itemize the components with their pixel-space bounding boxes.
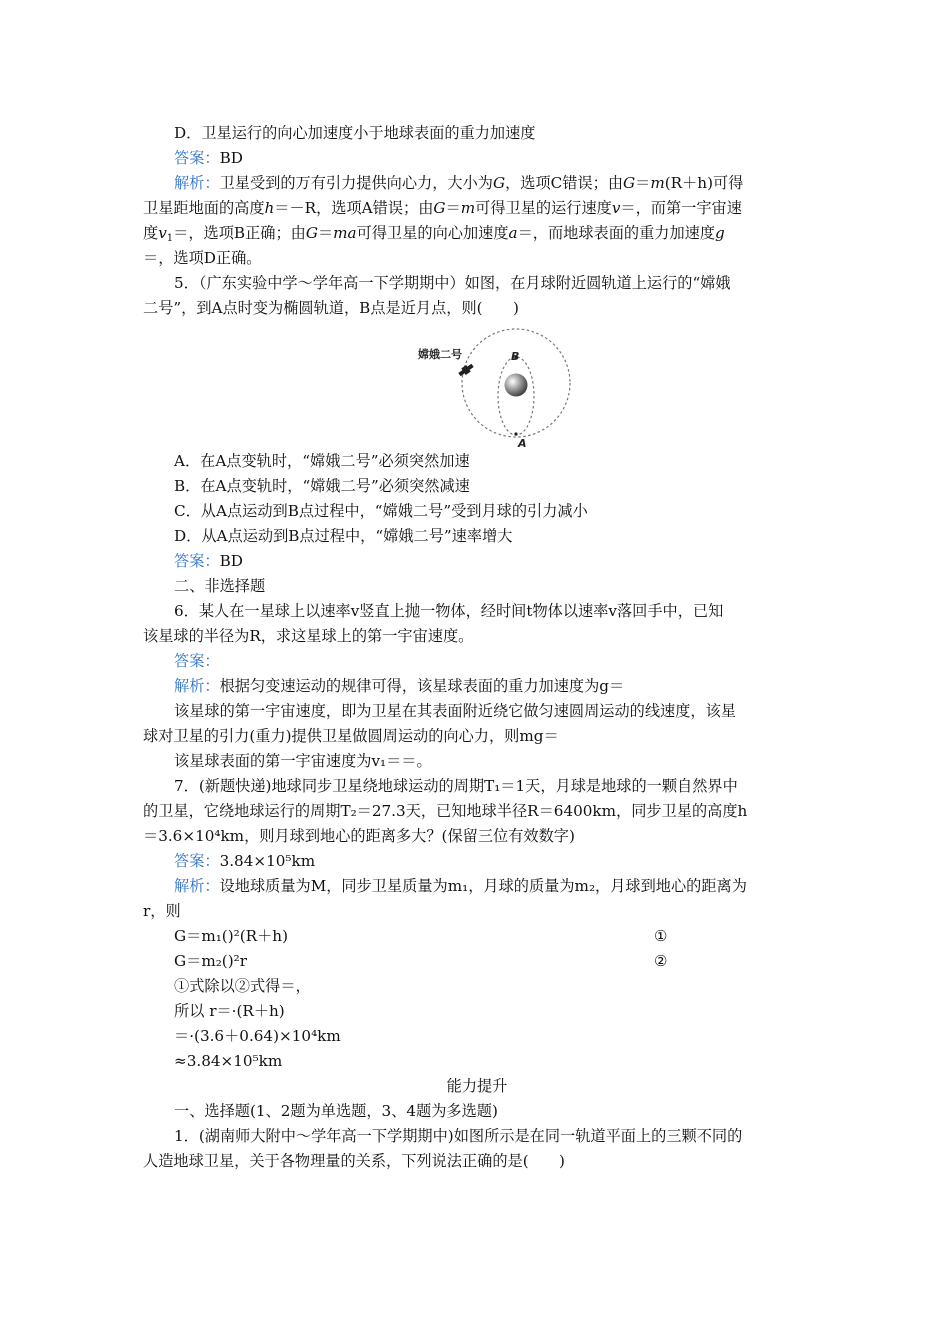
q7-step-4: ≈3.84×10⁵km bbox=[174, 1052, 283, 1070]
q6-analysis-line-4: 该星球表面的第一宇宙速度为v₁＝＝。 bbox=[174, 752, 432, 770]
q7-stem-line-1: 7．(新题快递)地球同步卫星绕地球运动的周期T₁＝1天，月球是地球的一颗自然界中 bbox=[174, 777, 738, 795]
label-b: B bbox=[511, 350, 520, 363]
answer-label: 答案： bbox=[174, 852, 220, 870]
q7-analysis-line-1: 解析：设地球质量为M，同步卫星质量为m₁，月球的质量为m₂，月球到地心的距离为 bbox=[174, 877, 747, 895]
q4-analysis-line-2: 卫星距地面的高度h＝－R，选项A错误；由G＝m可得卫星的运行速度v＝，而第一宇宙速 bbox=[143, 199, 742, 217]
answer-value: BD bbox=[219, 149, 243, 167]
probe-label: 嫦娥二号 bbox=[418, 348, 462, 361]
q5-answer bbox=[174, 549, 842, 573]
section-title-ability: 能力提升 bbox=[446, 1077, 508, 1095]
q7-step-2: 所以 r＝·(R＋h) bbox=[174, 1002, 285, 1020]
equation-2-marker: ② bbox=[654, 952, 668, 970]
answer-label: 答案： bbox=[174, 552, 220, 570]
section-title-choice: 一、选择题(1、2题为单选题，3、4题为多选题) bbox=[174, 1102, 498, 1120]
label-a: A bbox=[518, 437, 527, 448]
q5-option-d: D．从A点运动到B点过程中，“嫦娥二号”速率增大 bbox=[174, 527, 513, 545]
equation-1-marker: ① bbox=[654, 927, 668, 945]
q5-stem-line-1: 5．（广东实验中学～学年高一下学期期中）如图，在月球附近圆轨道上运行的“嫦娥 bbox=[174, 274, 731, 292]
q5-option-a: A．在A点变轨时，“嫦娥二号”必须突然加速 bbox=[174, 452, 470, 470]
analysis-label: 解析： bbox=[174, 174, 220, 192]
q7-analysis-line-2: r，则 bbox=[143, 902, 181, 920]
q5-option-b: B．在A点变轨时，“嫦娥二号”必须突然减速 bbox=[174, 477, 470, 495]
q6-analysis-line-3: 球对卫星的引力(重力)提供卫星做圆周运动的向心力，则mg＝ bbox=[143, 727, 559, 745]
answer-label: 答案： bbox=[174, 149, 220, 167]
q4-analysis-line-3: 度$v_1=$，选项B正确；由G＝ma可得卫星的向心加速度a＝，而地球表面的重力加速度g bbox=[143, 224, 725, 244]
probe-icon bbox=[457, 362, 475, 378]
q7-equation-1: G＝m₁()²(R＋h) bbox=[174, 927, 289, 945]
q5-option-c: C．从A点运动到B点过程中，“嫦娥二号”受到月球的引力减小 bbox=[174, 502, 588, 520]
q7-equation-2: G＝m₂()²r bbox=[174, 952, 248, 970]
q6-stem-line-2: 该星球的半径为R，求这星球上的第一宇宙速度。 bbox=[143, 627, 474, 645]
section-title-non-choice: 二、非选择题 bbox=[174, 577, 266, 595]
q5-stem-line-2: 二号”，到A点时变为椭圆轨道，B点是近月点，则( ) bbox=[143, 299, 519, 317]
q7-stem-line-3: ＝3.6×10⁴km，则月球到地心的距离多大？(保留三位有效数字) bbox=[143, 827, 575, 845]
q6-stem-line-1: 6．某人在一星球上以速率v竖直上抛一物体，经时间t物体以速率v落回手中，已知 bbox=[174, 602, 724, 620]
analysis-label: 解析： bbox=[174, 677, 220, 695]
q6-analysis-line-1: 解析：根据匀变速运动的规律可得，该星球表面的重力加速度为g＝ bbox=[174, 677, 625, 695]
q4-analysis-line-4: ＝，选项D正确。 bbox=[143, 249, 262, 267]
q6-answer-label: 答案： bbox=[174, 652, 220, 670]
q7-stem-line-2: 的卫星，它绕地球运行的周期T₂＝27.3天，已知地球半径R＝6400km，同步卫星的高度h bbox=[143, 802, 748, 820]
q4-option-d: D．卫星运行的向心加速度小于地球表面的重力加速度 bbox=[174, 124, 536, 142]
q6-analysis-line-2: 该星球的第一宇宙速度，即为卫星在其表面附近绕它做匀速圆周运动的线速度，该星 bbox=[174, 702, 736, 720]
answer-value: 3.84×10⁵km bbox=[219, 852, 316, 870]
analysis-label: 解析： bbox=[174, 877, 220, 895]
point-a-dot bbox=[514, 432, 517, 435]
q7-answer bbox=[174, 849, 842, 873]
next-q1-stem-line-2: 人造地球卫星，关于各物理量的关系，下列说法正确的是( ) bbox=[143, 1152, 565, 1170]
q7-step-3: ＝·(3.6＋0.64)×10⁴km bbox=[174, 1027, 341, 1045]
q4-analysis-line-1: 解析：卫星受到的万有引力提供向心力，大小为G，选项C错误；由G＝m(R＋h)可得 bbox=[174, 174, 744, 192]
next-q1-stem-line-1: 1．(湖南师大附中～学年高一下学期期中)如图所示是在同一轨道平面上的三颗不同的 bbox=[174, 1127, 743, 1145]
q7-step-1: ①式除以②式得＝， bbox=[174, 977, 311, 995]
orbit-figure bbox=[410, 320, 580, 448]
q4-answer bbox=[174, 146, 842, 170]
answer-value: BD bbox=[219, 552, 243, 570]
moon-icon bbox=[505, 374, 528, 397]
